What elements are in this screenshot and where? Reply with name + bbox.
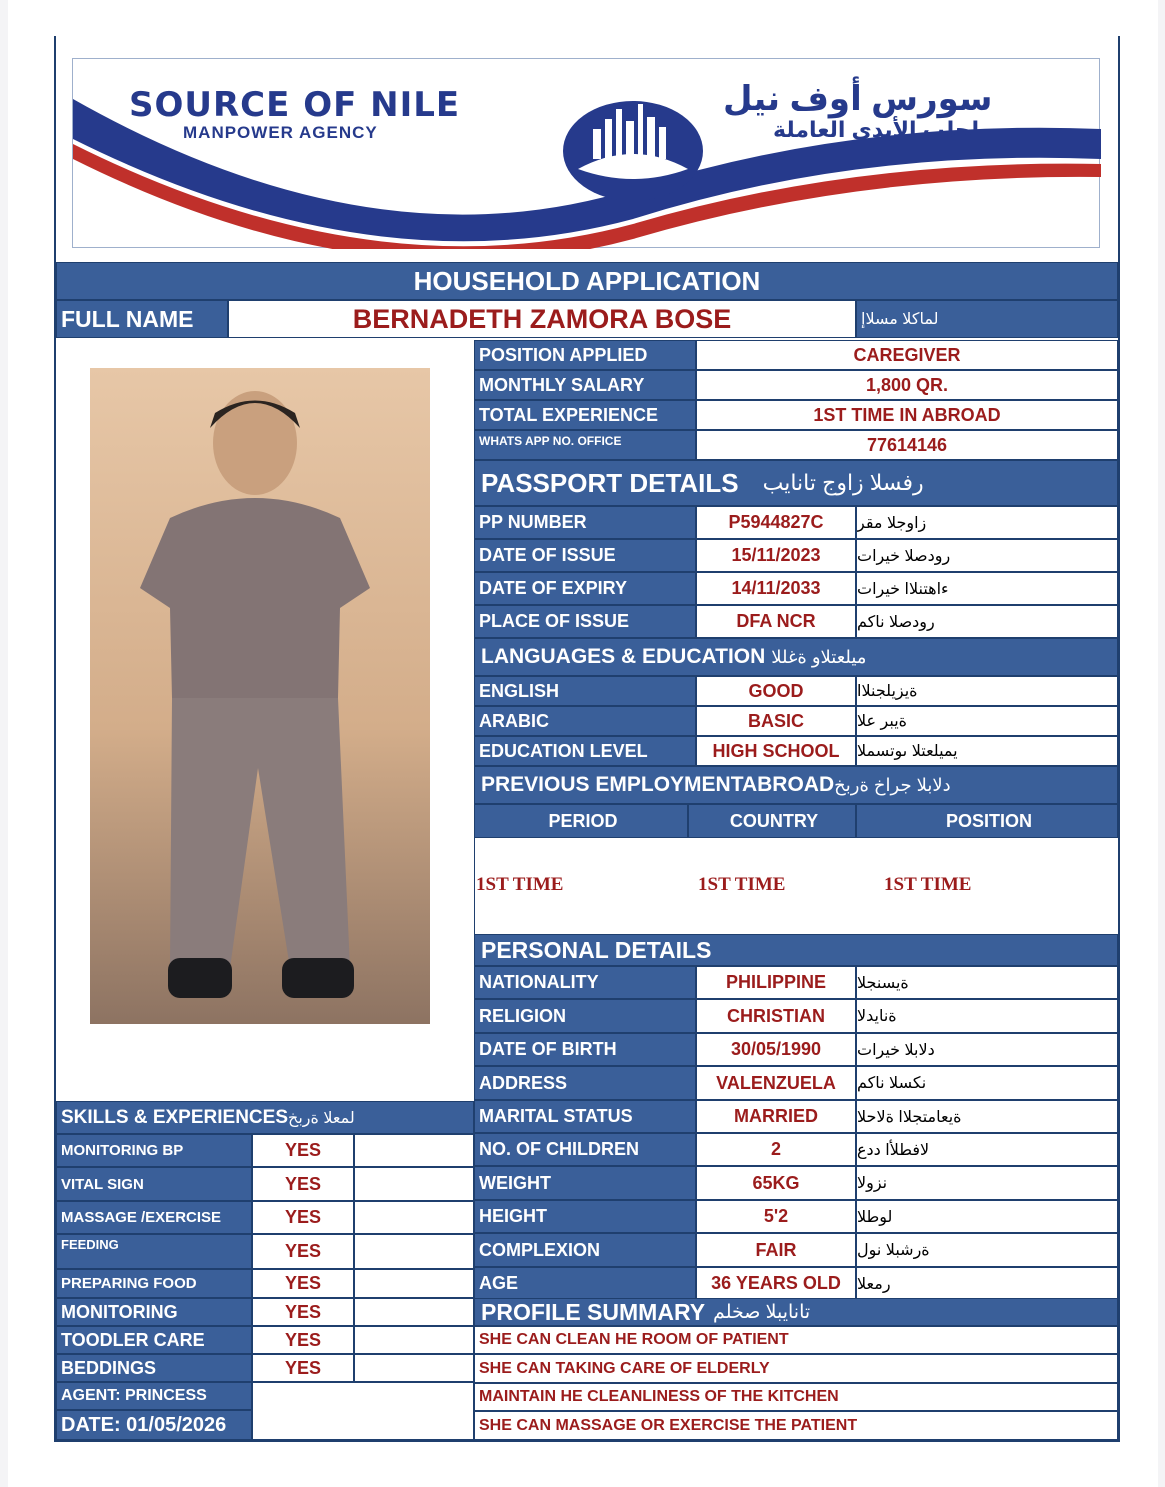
summary-heading — [474, 1298, 1118, 1326]
english-label: ENGLISH — [474, 676, 696, 706]
issue-date-value: 15/11/2023 — [696, 539, 856, 572]
place-of-issue-label: PLACE OF ISSUE — [474, 605, 696, 638]
employment-position-value: 1ST TIME — [884, 874, 972, 895]
company-subtitle-ar: لجلب الأيدي العاملة — [773, 117, 980, 142]
skill-label: VITAL SIGN — [56, 1167, 252, 1201]
english-arabic: ةيزيلجنلاا — [856, 676, 1118, 706]
personal-heading-text: PERSONAL DETAILS — [481, 936, 712, 963]
experience-value: 1ST TIME IN ABROAD — [696, 400, 1118, 430]
personal-label: COMPLEXION — [474, 1233, 696, 1267]
arabic-label: ARABIC — [474, 706, 696, 736]
personal-label: WEIGHT — [474, 1166, 696, 1200]
pp-number-value: P5944827C — [696, 506, 856, 539]
personal-value: 2 — [696, 1133, 856, 1166]
employment-col-period: PERIOD — [474, 804, 688, 838]
personal-value: 30/05/1990 — [696, 1033, 856, 1066]
personal-value: 5'2 — [696, 1200, 856, 1233]
personal-label: ADDRESS — [474, 1066, 696, 1100]
person-silhouette — [90, 368, 430, 1024]
pp-number-label: PP NUMBER — [474, 506, 696, 539]
expiry-date-label: DATE OF EXPIRY — [474, 572, 696, 605]
personal-heading — [474, 934, 1118, 966]
skill-value: YES — [252, 1134, 354, 1167]
skill-label: MASSAGE /EXERCISE — [56, 1201, 252, 1234]
skill-label: BEDDINGS — [56, 1354, 252, 1382]
skill-value: YES — [252, 1269, 354, 1298]
skill-value: YES — [252, 1298, 354, 1326]
summary-line: SHE CAN MASSAGE OR EXERCISE THE PATIENT — [474, 1411, 1118, 1440]
skill-label: MONITORING BP — [56, 1134, 252, 1167]
skill-label: TOODLER CARE — [56, 1326, 252, 1354]
personal-label: MARITAL STATUS — [474, 1100, 696, 1133]
personal-value: FAIR — [696, 1233, 856, 1267]
personal-arabic: ةرشبلا نول — [856, 1233, 1118, 1267]
personal-value: 36 YEARS OLD — [696, 1267, 856, 1300]
employment-heading — [474, 766, 1118, 804]
summary-line: MAINTAIN HE CLEANLINESS OF THE KITCHEN — [474, 1383, 1118, 1411]
personal-label: HEIGHT — [474, 1200, 696, 1233]
expiry-date-value: 14/11/2033 — [696, 572, 856, 605]
expiry-date-arabic: ءاهتنلاا خيرات — [856, 572, 1118, 605]
salary-label: MONTHLY SALARY — [474, 370, 696, 400]
skill-value: YES — [252, 1326, 354, 1354]
passport-heading-arabic: رفسلا زاوج تانايب — [762, 470, 924, 495]
place-of-issue-arabic: رودصلا ناكم — [856, 605, 1118, 638]
passport-heading — [474, 460, 1118, 506]
personal-label: NO. OF CHILDREN — [474, 1133, 696, 1166]
personal-arabic: دلابلا خيرات — [856, 1033, 1118, 1066]
employment-col-country: COUNTRY — [688, 804, 856, 838]
personal-arabic: لافطلأا ددع — [856, 1133, 1118, 1166]
skills-heading-text: SKILLS & EXPERIENCES — [61, 1106, 288, 1128]
agent-date: DATE: 01/05/2026 — [56, 1410, 252, 1440]
place-of-issue-value: DFA NCR — [696, 605, 856, 638]
application-sheet — [8, 0, 1158, 1487]
skill-blank — [354, 1354, 474, 1382]
arabic-arabic: ةيبر علا — [856, 706, 1118, 736]
skill-value: YES — [252, 1201, 354, 1234]
personal-arabic: ةيسنجلا — [856, 966, 1118, 999]
personal-value: PHILIPPINE — [696, 966, 856, 999]
pp-number-arabic: زاوجلا مقر — [856, 506, 1118, 539]
skills-heading-arabic: لمعلا ةربخ — [288, 1109, 355, 1127]
personal-label: AGE — [474, 1267, 696, 1300]
full-name-value: BERNADETH ZAMORA BOSE — [228, 300, 856, 338]
agent-label: AGENT: PRINCESS — [56, 1382, 252, 1410]
summary-line: SHE CAN TAKING CARE OF ELDERLY — [474, 1354, 1118, 1383]
skill-label: PREPARING FOOD — [56, 1269, 252, 1298]
skill-value: YES — [252, 1354, 354, 1382]
skill-value: YES — [252, 1234, 354, 1269]
summary-line: SHE CAN CLEAN HE ROOM OF PATIENT — [474, 1326, 1118, 1354]
employment-heading-text: PREVIOUS EMPLOYMENTABROAD — [481, 773, 835, 796]
issue-date-label: DATE OF ISSUE — [474, 539, 696, 572]
experience-label: TOTAL EXPERIENCE — [474, 400, 696, 430]
application-form — [54, 36, 1120, 1442]
skill-blank — [354, 1134, 474, 1167]
whatsapp-label: WHATS APP NO. OFFICE — [474, 430, 696, 460]
education-value: HIGH SCHOOL — [696, 736, 856, 766]
full-name-label: FULL NAME — [56, 300, 228, 338]
skill-blank — [354, 1234, 474, 1269]
logo-banner — [72, 58, 1100, 248]
salary-value: 1,800 QR. — [696, 370, 1118, 400]
employment-country-value: 1ST TIME — [698, 874, 786, 895]
personal-label: RELIGION — [474, 999, 696, 1033]
employment-period-value: 1ST TIME — [476, 874, 564, 895]
issue-date-arabic: رودصلا خيرات — [856, 539, 1118, 572]
passport-heading-text: PASSPORT DETAILS — [481, 467, 739, 498]
languages-heading-arabic: ميلعتلاو ةغللا — [771, 646, 867, 667]
skill-value: YES — [252, 1167, 354, 1201]
position-label: POSITION APPLIED — [474, 340, 696, 370]
skill-label: FEEDING — [56, 1234, 252, 1269]
personal-value: CHRISTIAN — [696, 999, 856, 1033]
personal-arabic: نزولا — [856, 1166, 1118, 1200]
form-title-text: HOUSEHOLD APPLICATION — [413, 265, 761, 296]
full-name-arabic: لماكلا مسلاإ — [856, 300, 1118, 338]
education-label: EDUCATION LEVEL — [474, 736, 696, 766]
personal-value: MARRIED — [696, 1100, 856, 1133]
english-value: GOOD — [696, 676, 856, 706]
arabic-value: BASIC — [696, 706, 856, 736]
position-value: CAREGIVER — [696, 340, 1118, 370]
personal-label: NATIONALITY — [474, 966, 696, 999]
skill-label: MONITORING — [56, 1298, 252, 1326]
personal-value: 65KG — [696, 1166, 856, 1200]
skill-blank — [354, 1298, 474, 1326]
agent-blank — [252, 1382, 474, 1440]
languages-heading — [474, 638, 1118, 676]
summary-heading-text: PROFILE SUMMARY — [481, 1298, 706, 1325]
employment-heading-arabic: دلابلا جراخ ةربخ — [834, 774, 951, 795]
skill-blank — [354, 1269, 474, 1298]
personal-label: DATE OF BIRTH — [474, 1033, 696, 1066]
skill-blank — [354, 1326, 474, 1354]
personal-arabic: رمعلا — [856, 1267, 1118, 1300]
personal-value: VALENZUELA — [696, 1066, 856, 1100]
company-name-ar: سورس أوف نيل — [723, 80, 993, 118]
skills-heading — [56, 1101, 474, 1134]
form-title — [56, 262, 1118, 300]
employment-col-position: POSITION — [856, 804, 1118, 838]
languages-heading-text: LANGUAGES & EDUCATION — [481, 645, 766, 668]
summary-heading-arabic: تانايبلا صخلم — [713, 1301, 811, 1323]
company-name-en: SOURCE OF NILE — [129, 85, 461, 125]
personal-arabic: ةيعامتجلاا ةلاحلا — [856, 1100, 1118, 1133]
education-arabic: يميلعتلا ىوتسملا — [856, 736, 1118, 766]
personal-arabic: نكسلا ناكم — [856, 1066, 1118, 1100]
employment-box-border — [474, 838, 475, 934]
company-subtitle-en: MANPOWER AGENCY — [183, 123, 378, 142]
skill-blank — [354, 1167, 474, 1201]
whatsapp-value: 77614146 — [696, 430, 1118, 460]
personal-arabic: ةنايدلا — [856, 999, 1118, 1033]
personal-arabic: لوطلا — [856, 1200, 1118, 1233]
skill-blank — [354, 1201, 474, 1234]
applicant-photo — [90, 368, 430, 1024]
